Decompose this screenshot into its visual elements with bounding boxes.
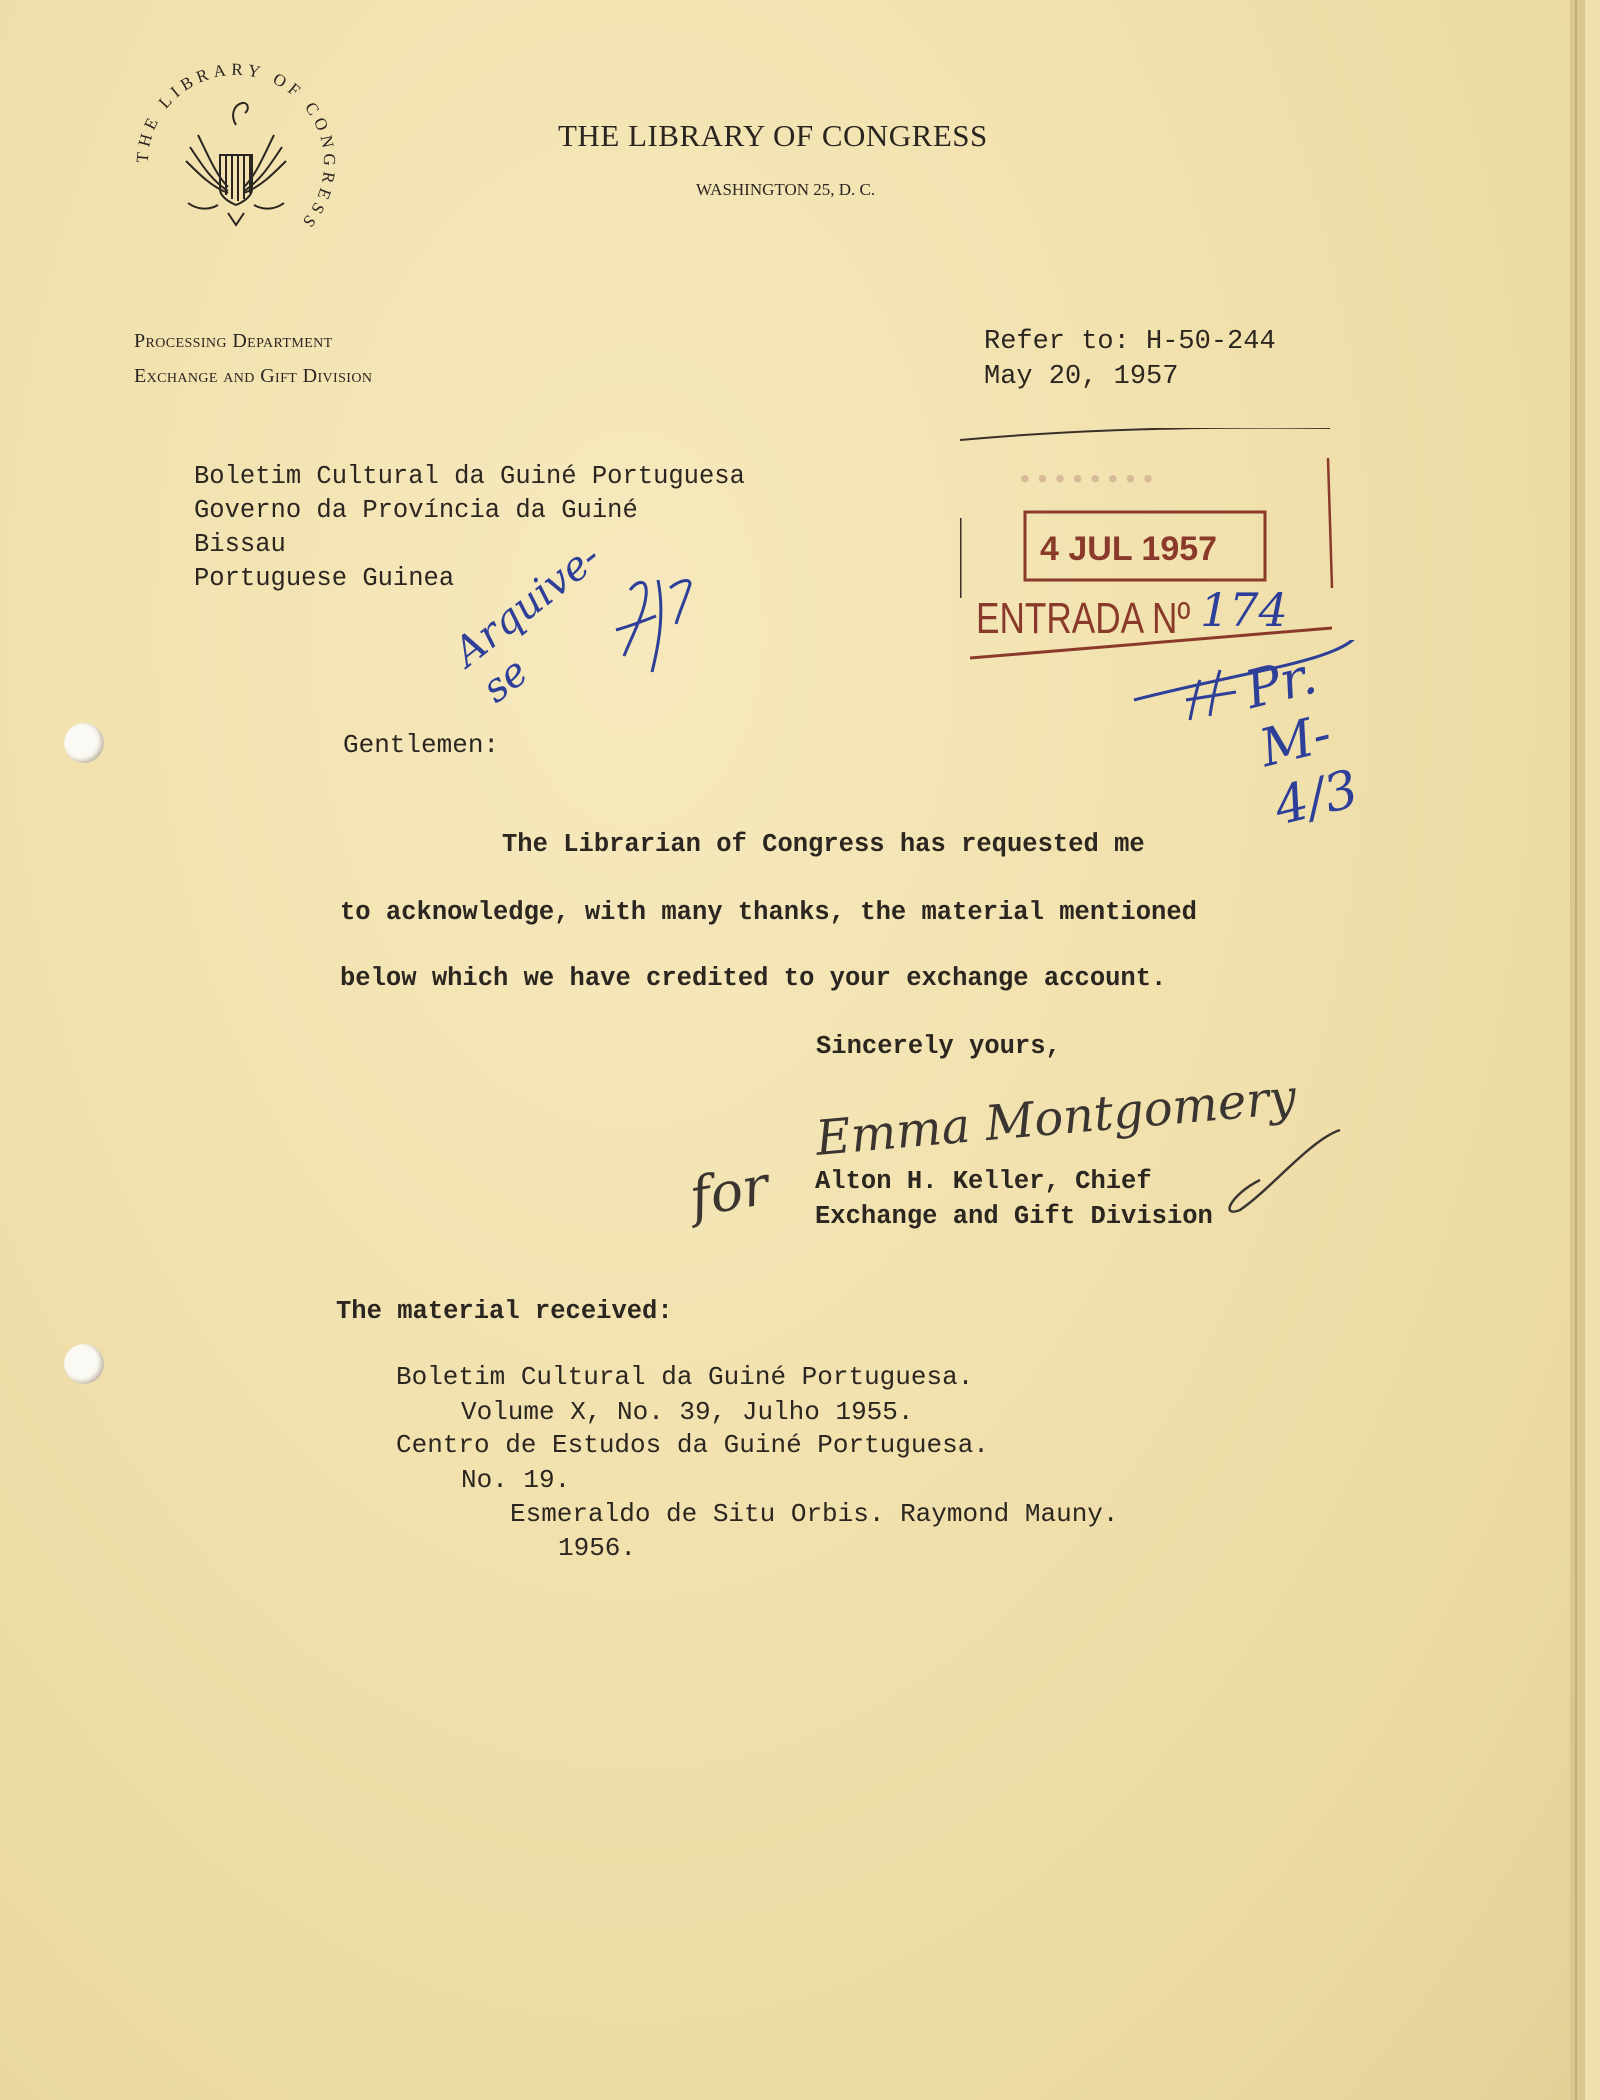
received-stamp	[960, 428, 1335, 663]
stamp-date: 4 JUL 1957	[1040, 530, 1218, 568]
material-item-6: 1956.	[558, 1533, 637, 1563]
recipient-line-3: Bissau	[194, 530, 286, 559]
handwritten-signature: Emma Montgomery	[813, 1069, 1299, 1167]
stamp-entry-number: 174	[1200, 583, 1288, 637]
letter-page: THE LIBRARY OF CONGRESS THE LIBRARY OF CONGRESS WASHINGTON 25, D. C. Processing Department Exchange and Gift Division Refer to: H-50-244 May 20, 1957 Boletim Cultural da Guiné Portuguesa Governo da Província da Guiné Bissau Portuguese Guinea Arquive-se • • • • • • • • 4 JUL 1957 ENTRADA Nº 174 Pr. M-4/3 Gentlemen: The Librarian of Congress has requested me to acknowledge, with many thanks, the material mentioned below which we have credited to your exchange account. Sincerely yours, Emma Montgomery for Alton H. Keller, Chief Exchange and Gift Division The material received: Boletim Cultural da Guiné Portuguesa. Volume X, No. 39, Julho 1955. Centro de Estudos da Guiné Portuguesa. No. 19. Esmeraldo de Situ Orbis. Raymond Mauny. 1956.	[0, 0, 1585, 2100]
letterhead-address: WASHINGTON 25, D. C.	[696, 180, 876, 199]
signatory-name: Alton H. Keller, Chief	[815, 1167, 1152, 1196]
reference-number: Refer to: H-50-244	[984, 327, 1276, 357]
punch-hole-top	[64, 723, 104, 763]
material-item-3: Centro de Estudos da Guiné Portuguesa.	[396, 1430, 989, 1460]
department-line-1: Processing Department	[134, 330, 333, 352]
material-item-2: Volume X, No. 39, Julho 1955.	[461, 1397, 914, 1427]
paper-edge-shadow	[1575, 0, 1577, 2100]
svg-text:THE LIBRARY OF CONGRESS	[133, 60, 339, 235]
material-item-4: No. 19.	[461, 1465, 571, 1495]
material-item-5: Esmeraldo de Situ Orbis. Raymond Mauny.	[510, 1499, 1119, 1529]
material-heading: The material received:	[336, 1297, 673, 1326]
letterhead-title: THE LIBRARY OF CONGRESS	[558, 118, 988, 153]
body-line-3: below which we have credited to your exchange account.	[340, 964, 1167, 993]
stamp-entry-label: ENTRADA Nº	[976, 594, 1191, 643]
recipient-line-2: Governo da Província da Guiné	[194, 496, 638, 525]
recipient-line-4: Portuguese Guinea	[194, 564, 455, 593]
body-line-1: The Librarian of Congress has requested me	[502, 830, 1145, 859]
body-line-2: to acknowledge, with many thanks, the material mentioned	[340, 898, 1197, 927]
seal-text: THE LIBRARY OF CONGRESS	[132, 59, 340, 235]
recipient-line-1: Boletim Cultural da Guiné Portuguesa	[194, 462, 745, 491]
stamp-faded-text: • • • • • • • •	[1020, 463, 1153, 494]
punch-hole-bottom	[64, 1344, 104, 1384]
signatory-title: Exchange and Gift Division	[815, 1202, 1213, 1231]
department-line-2: Exchange and Gift Division	[134, 365, 373, 387]
signature-flourish	[1200, 1100, 1350, 1220]
letter-date: May 20, 1957	[984, 362, 1179, 392]
salutation: Gentlemen:	[343, 730, 500, 760]
closing: Sincerely yours,	[816, 1032, 1061, 1061]
paper-edge	[1570, 0, 1585, 2100]
library-seal-icon	[128, 55, 344, 271]
handwritten-for: for	[685, 1153, 774, 1230]
material-item-1: Boletim Cultural da Guiné Portuguesa.	[396, 1362, 974, 1392]
